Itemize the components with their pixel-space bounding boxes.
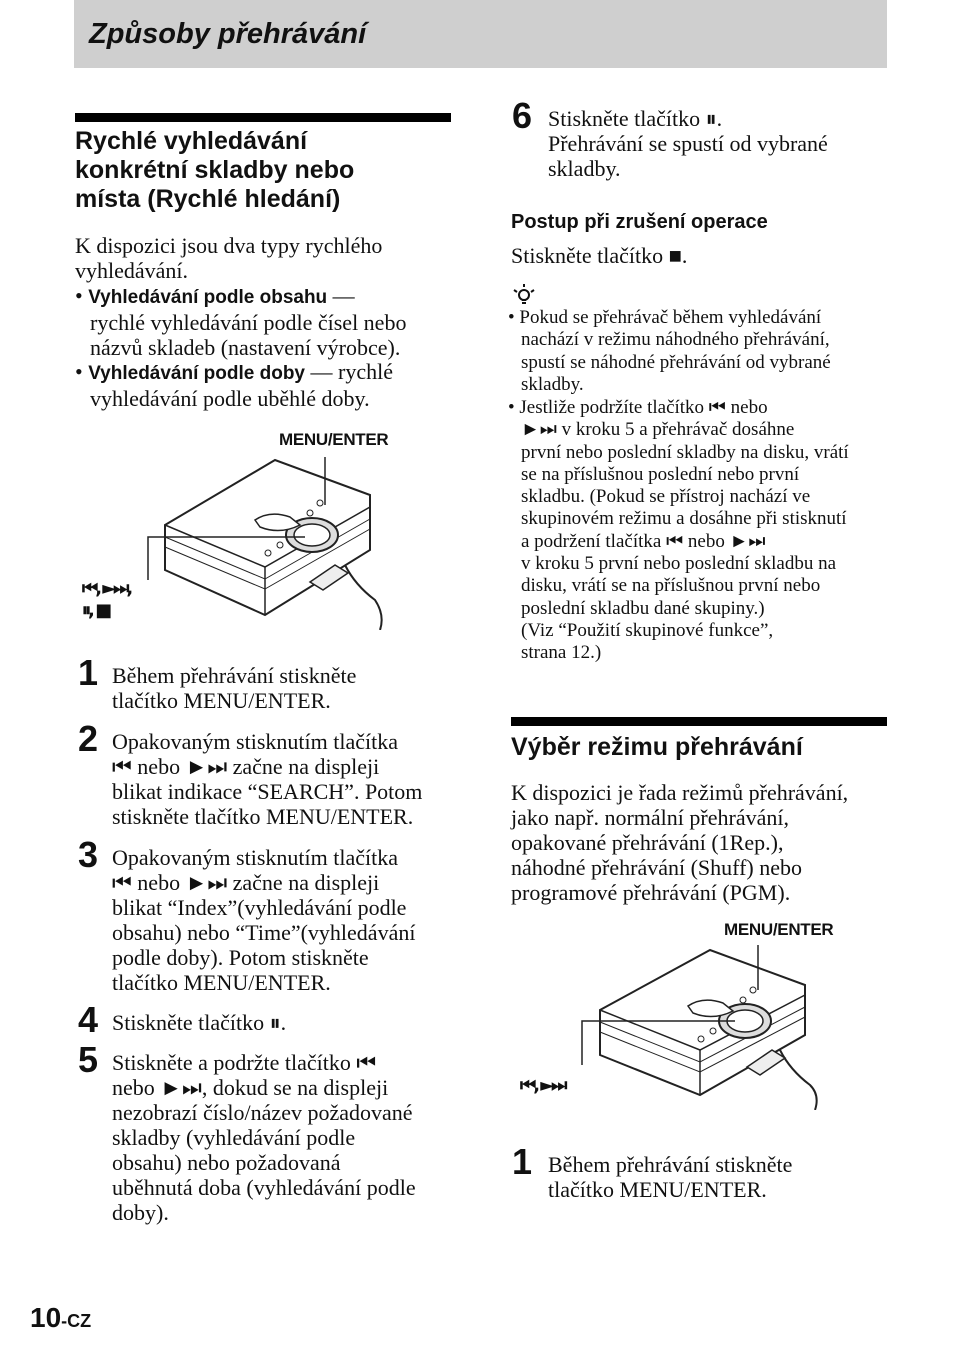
play-mode-intro: K dispozici je řada režimů přehrávání, jako např. normální přehrávání, opakované přehrávání (1Rep.), náhodné přehrávání (Shuff) nebo programové přehrávání (PGM). (511, 780, 849, 905)
step-text-1: Během přehrávání stiskněte tlačítko MENU/ENTER. (112, 663, 357, 713)
step-text-r1: Během přehrávání stiskněte tlačítko MENU/ENTER. (548, 1152, 793, 1202)
step-number-4: 4 (78, 999, 99, 1040)
step-text-5: Stiskněte a podržte tlačítko ⏮ nebo ►⏭, dokud se na displeji nezobrazí číslo/název požadované skladby (vyhledávání podle obsahu) nebo požadovaná uběhnutá doba (vyhledávání podle doby). (112, 1050, 416, 1225)
figure2-label-buttons: ⏮, ►⏭ (520, 1075, 565, 1096)
step-text-2: Opakovaným stisknutím tlačítka ⏮ nebo ►⏭ začne na displeji blikat indikace “SEARCH”. Potom stiskněte tlačítko MENU/ENTER. (112, 729, 423, 829)
step-number-6: 6 (512, 95, 533, 136)
step-number-5: 5 (78, 1039, 99, 1080)
tip-icon (511, 282, 537, 308)
step-text-6: Stiskněte tlačítko ⏸. Přehrávání se spustí od vybrané skladby. (548, 106, 828, 181)
bullet-content-search: • Vyhledávání podle obsahu — rychlé vyhledávání podle čísel nebo názvů skladeb (nastavení výrobce). (75, 283, 407, 360)
figure-label-buttons-2: ⏸, ■ (82, 600, 110, 621)
section-rule-right (511, 717, 887, 726)
step-number-3: 3 (78, 834, 99, 875)
tip-1: • Pokud se přehrávač během vyhledávání nachází v režimu náhodného přehrávání, spustí se náhodné přehrávání od vybrané skladby. (508, 307, 831, 395)
step-number-r1: 1 (512, 1141, 533, 1182)
step-number-1: 1 (78, 652, 99, 693)
step-text-4: Stiskněte tlačítko ⏸. (112, 1010, 287, 1035)
bullet-time-search: • Vyhledávání podle doby — rychlé vyhledávání podle uběhlé doby. (75, 359, 393, 411)
player-illustration-2 (575, 945, 835, 1110)
section-heading-quick-search: Rychlé vyhledávání konkrétní skladby nebo místa (Rychlé hledání) (75, 127, 355, 213)
tip-2: • Jestliže podržíte tlačítko ⏮ nebo ►⏭ v kroku 5 a přehrávač dosáhne první nebo poslední skladby na disku, vrátí se na příslušnou poslední nebo první skladbu. (Pokud se přístroj nachází ve skupinovém režimu a dosáhne při stisknutí a podržení tlačítka ⏮ nebo ►⏭ v kroku 5 první nebo poslední skladbu na disku, vrátí se na příslušnou první nebo poslední skladbu dané skupiny.) (Viz “Použití skupinové funkce”, strana 12.) (508, 397, 849, 664)
figure-label-menu-enter: MENU/ENTER (279, 430, 389, 449)
section-heading-play-mode: Výběr režimu přehrávání (511, 733, 803, 761)
figure-label-buttons-1: ⏮, ►⏭, (82, 578, 131, 599)
player-illustration (140, 455, 400, 630)
figure2-label-menu-enter: MENU/ENTER (724, 920, 834, 939)
cancel-heading: Postup při zrušení operace (511, 211, 768, 233)
page-number: 10-CZ (30, 1302, 92, 1333)
cancel-text: Stiskněte tlačítko ■. (511, 243, 688, 268)
page-title: Způsoby přehrávání (89, 18, 367, 50)
intro-text: K dispozici jsou dva typy rychlého vyhledávání. (75, 233, 383, 283)
step-number-2: 2 (78, 718, 99, 759)
step-text-3: Opakovaným stisknutím tlačítka ⏮ nebo ►⏭ začne na displeji blikat “Index”(vyhledávání podle obsahu) nebo “Time”(vyhledávání podle doby). Potom stiskněte tlačítko MENU/ENTER. (112, 845, 416, 995)
section-rule-left (75, 113, 451, 122)
